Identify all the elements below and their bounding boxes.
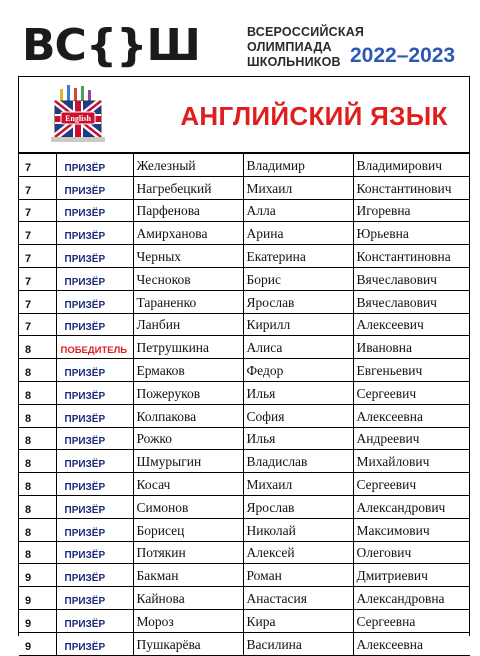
status-cell: ПРИЗЁР	[56, 609, 133, 632]
first-name-cell: Кирилл	[243, 313, 353, 336]
grade-cell: 8	[19, 427, 56, 450]
grade-cell: 7	[19, 245, 56, 268]
grade-cell: 7	[19, 199, 56, 222]
first-name-cell: Илья	[243, 427, 353, 450]
first-name-cell: Арина	[243, 222, 353, 245]
grade-cell: 8	[19, 359, 56, 382]
status-cell: ПРИЗЁР	[56, 290, 133, 313]
status-cell: ПРИЗЁР	[56, 518, 133, 541]
grade-cell: 8	[19, 450, 56, 473]
first-name-cell: Алексей	[243, 541, 353, 564]
last-name-cell: Потякин	[133, 541, 243, 564]
first-name-cell: Михаил	[243, 473, 353, 496]
first-name-cell: Михаил	[243, 176, 353, 199]
last-name-cell: Симонов	[133, 495, 243, 518]
grade-cell: 8	[19, 336, 56, 359]
uk-flag-icon	[47, 85, 109, 143]
grade-cell: 8	[19, 541, 56, 564]
first-name-cell: Борис	[243, 267, 353, 290]
results-table	[19, 153, 470, 656]
status-cell: ПРИЗЁР	[56, 541, 133, 564]
status-cell: ПРИЗЁР	[56, 154, 133, 177]
table-row	[19, 518, 470, 541]
last-name-cell: Петрушкина	[133, 336, 243, 359]
patronymic-cell: Андреевич	[353, 427, 470, 450]
status-cell: ПРИЗЁР	[56, 267, 133, 290]
patronymic-cell: Евгеньевич	[353, 359, 470, 382]
grade-cell: 8	[19, 404, 56, 427]
grade-cell: 7	[19, 222, 56, 245]
last-name-cell: Ермаков	[133, 359, 243, 382]
org-line-3: ШКОЛЬНИКОВ	[247, 55, 341, 69]
results-rows	[19, 154, 470, 656]
last-name-cell: Парфенова	[133, 199, 243, 222]
grade-cell: 8	[19, 473, 56, 496]
table-row	[19, 473, 470, 496]
last-name-cell: Косач	[133, 473, 243, 496]
first-name-cell: София	[243, 404, 353, 427]
grade-cell: 7	[19, 267, 56, 290]
academic-years: 2022–2023	[350, 44, 456, 67]
subject-title: АНГЛИЙСКИЙ ЯЗЫК	[180, 101, 448, 131]
table-row	[19, 587, 470, 610]
last-name-cell: Пушкарёва	[133, 632, 243, 655]
org-line-1: ВСЕРОССИЙСКАЯ	[247, 25, 365, 39]
first-name-cell: Николай	[243, 518, 353, 541]
table-row	[19, 541, 470, 564]
patronymic-cell: Олегович	[353, 541, 470, 564]
patronymic-cell: Михайлович	[353, 450, 470, 473]
first-name-cell: Федор	[243, 359, 353, 382]
last-name-cell: Чесноков	[133, 267, 243, 290]
last-name-cell: Железный	[133, 154, 243, 177]
first-name-cell: Алла	[243, 199, 353, 222]
table-row	[19, 336, 470, 359]
patronymic-cell: Алексеевна	[353, 404, 470, 427]
status-cell: ПРИЗЁР	[56, 564, 133, 587]
first-name-cell: Илья	[243, 381, 353, 404]
title-row	[19, 77, 469, 153]
status-cell: ПРИЗЁР	[56, 359, 133, 382]
grade-cell: 8	[19, 381, 56, 404]
table-row	[19, 632, 470, 655]
patronymic-cell: Максимович	[353, 518, 470, 541]
patronymic-cell: Владимирович	[353, 154, 470, 177]
last-name-cell: Нагребецкий	[133, 176, 243, 199]
patronymic-cell: Константинович	[353, 176, 470, 199]
grade-cell: 8	[19, 518, 56, 541]
grade-cell: 9	[19, 587, 56, 610]
table-row	[19, 245, 470, 268]
first-name-cell: Екатерина	[243, 245, 353, 268]
table-row	[19, 450, 470, 473]
last-name-cell: Тараненко	[133, 290, 243, 313]
status-cell: ПРИЗЁР	[56, 381, 133, 404]
status-cell: ПРИЗЁР	[56, 199, 133, 222]
patronymic-cell: Алексеевна	[353, 632, 470, 655]
first-name-cell: Ярослав	[243, 495, 353, 518]
grade-cell: 9	[19, 564, 56, 587]
table-row	[19, 199, 470, 222]
table-row	[19, 290, 470, 313]
patronymic-cell: Сергеевич	[353, 473, 470, 496]
grade-cell: 9	[19, 632, 56, 655]
patronymic-cell: Вячеславович	[353, 267, 470, 290]
status-cell: ПРИЗЁР	[56, 222, 133, 245]
results-sheet	[18, 76, 470, 653]
first-name-cell: Ярослав	[243, 290, 353, 313]
patronymic-cell: Юрьевна	[353, 222, 470, 245]
grade-cell: 8	[19, 495, 56, 518]
last-name-cell: Черных	[133, 245, 243, 268]
patronymic-cell: Александровна	[353, 587, 470, 610]
status-cell: ПРИЗЁР	[56, 587, 133, 610]
first-name-cell: Анастасия	[243, 587, 353, 610]
table-row	[19, 359, 470, 382]
last-name-cell: Бакман	[133, 564, 243, 587]
last-name-cell: Ланбин	[133, 313, 243, 336]
org-line-2: ОЛИМПИАДА	[247, 40, 332, 54]
table-row	[19, 267, 470, 290]
grade-cell: 7	[19, 176, 56, 199]
patronymic-cell: Алексеевич	[353, 313, 470, 336]
grade-cell: 7	[19, 154, 56, 177]
last-name-cell: Амирханова	[133, 222, 243, 245]
status-cell: ПРИЗЁР	[56, 495, 133, 518]
table-row	[19, 404, 470, 427]
last-name-cell: Колпакова	[133, 404, 243, 427]
table-row	[19, 609, 470, 632]
last-name-cell: Рожко	[133, 427, 243, 450]
last-name-cell: Мороз	[133, 609, 243, 632]
status-cell: ПОБЕДИТЕЛЬ	[56, 336, 133, 359]
status-cell: ПРИЗЁР	[56, 176, 133, 199]
last-name-cell: Борисец	[133, 518, 243, 541]
first-name-cell: Василина	[243, 632, 353, 655]
last-name-cell: Пожеруков	[133, 381, 243, 404]
patronymic-cell: Вячеславович	[353, 290, 470, 313]
olympiad-logo	[22, 20, 200, 71]
patronymic-cell: Константиновна	[353, 245, 470, 268]
status-cell: ПРИЗЁР	[56, 632, 133, 655]
logo-text: ВС{}Ш	[22, 20, 200, 71]
status-cell: ПРИЗЁР	[56, 404, 133, 427]
first-name-cell: Владислав	[243, 450, 353, 473]
table-row	[19, 154, 470, 177]
first-name-cell: Роман	[243, 564, 353, 587]
patronymic-cell: Дмитриевич	[353, 564, 470, 587]
last-name-cell: Шмурыгин	[133, 450, 243, 473]
flag-label: English	[65, 114, 91, 123]
table-row	[19, 313, 470, 336]
table-row	[19, 564, 470, 587]
table-row	[19, 381, 470, 404]
table-row	[19, 495, 470, 518]
table-row	[19, 222, 470, 245]
status-cell: ПРИЗЁР	[56, 313, 133, 336]
first-name-cell: Алиса	[243, 336, 353, 359]
status-cell: ПРИЗЁР	[56, 427, 133, 450]
first-name-cell: Владимир	[243, 154, 353, 177]
patronymic-cell: Игоревна	[353, 199, 470, 222]
patronymic-cell: Ивановна	[353, 336, 470, 359]
table-row	[19, 176, 470, 199]
patronymic-cell: Александрович	[353, 495, 470, 518]
status-cell: ПРИЗЁР	[56, 450, 133, 473]
last-name-cell: Кайнова	[133, 587, 243, 610]
grade-cell: 7	[19, 313, 56, 336]
first-name-cell: Кира	[243, 609, 353, 632]
grade-cell: 9	[19, 609, 56, 632]
status-cell: ПРИЗЁР	[56, 245, 133, 268]
grade-cell: 7	[19, 290, 56, 313]
page-header	[0, 0, 480, 82]
status-cell: ПРИЗЁР	[56, 473, 133, 496]
table-row	[19, 427, 470, 450]
patronymic-cell: Сергеевич	[353, 381, 470, 404]
patronymic-cell: Сергеевна	[353, 609, 470, 632]
